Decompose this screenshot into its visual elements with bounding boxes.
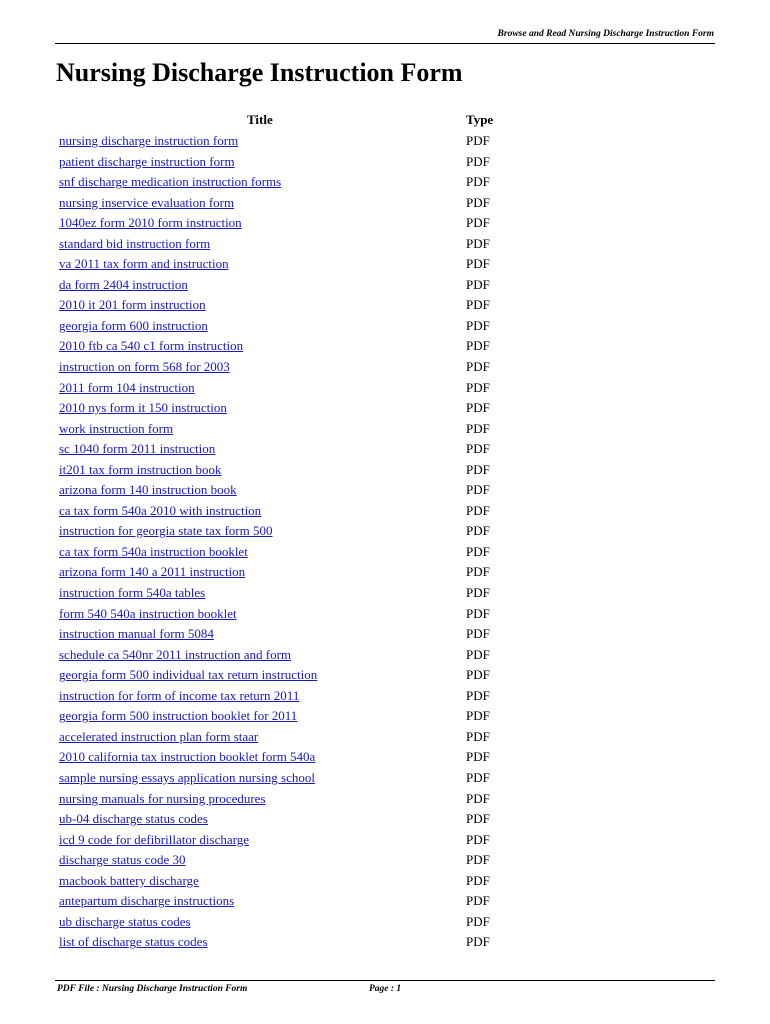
file-type-label: PDF [466,605,490,621]
file-type-label: PDF [466,585,490,601]
document-link[interactable]: ca tax form 540a 2010 with instruction [59,502,262,518]
document-link[interactable]: ub discharge status codes [59,913,191,929]
file-type-label: PDF [466,934,490,950]
document-link[interactable]: discharge status code 30 [59,852,186,868]
file-type-label: PDF [466,790,490,806]
file-type-label: PDF [466,174,490,190]
file-type-label: PDF [466,831,490,847]
table-row [0,686,770,707]
table-row [0,275,770,296]
document-link[interactable]: nursing discharge instruction form [59,133,239,148]
document-link[interactable]: instruction on form 568 for 2003 [59,359,230,375]
table-row [0,521,770,542]
file-type-label: PDF [466,667,490,683]
document-link[interactable]: 2010 nys form it 150 instruction [59,400,227,416]
document-link[interactable]: 1040ez form 2010 form instruction [59,215,242,231]
file-type-label: PDF [466,379,490,395]
table-row [0,624,770,645]
file-type-label: PDF [466,626,490,642]
table-row [0,398,770,419]
table-row [0,932,770,953]
table-row [0,747,770,768]
document-link[interactable]: 2011 form 104 instruction [59,379,195,395]
table-row [0,789,770,810]
table-row [0,336,770,357]
file-type-label: PDF [466,153,490,169]
document-link[interactable]: standard bid instruction form [59,235,211,251]
footer-file-label: PDF File : Nursing Discharge Instruction Form [57,984,248,994]
document-link[interactable]: antepartum discharge instructions [59,893,235,909]
document-link[interactable]: georgia form 600 instruction [59,317,208,333]
file-type-label: PDF [466,133,490,148]
document-link[interactable]: schedule ca 540nr 2011 instruction and form [59,646,292,662]
file-type-label: PDF [466,441,490,457]
document-link[interactable]: instruction for form of income tax return 2011 [59,687,300,703]
table-row [0,357,770,378]
table-row [0,460,770,481]
file-type-label: PDF [466,543,490,559]
file-type-label: PDF [466,235,490,251]
file-type-label: PDF [466,893,490,909]
document-link[interactable]: ca tax form 540a instruction booklet [59,543,248,559]
file-type-label: PDF [466,502,490,518]
file-type-label: PDF [466,482,490,498]
document-link[interactable]: instruction for georgia state tax form 500 [59,523,273,539]
table-row [0,809,770,830]
file-type-label: PDF [466,646,490,662]
file-type-label: PDF [466,687,490,703]
footer-divider [55,980,715,981]
file-type-label: PDF [466,769,490,785]
document-link[interactable]: nursing inservice evaluation form [59,194,235,210]
table-row [0,562,770,583]
document-link[interactable]: va 2011 tax form and instruction [59,256,229,272]
document-link[interactable]: arizona form 140 a 2011 instruction [59,564,246,580]
file-type-label: PDF [466,420,490,436]
table-row [0,871,770,892]
document-link[interactable]: 2010 it 201 form instruction [59,297,206,313]
column-header-type: Type [466,112,494,127]
table-row [0,912,770,933]
table-row [0,645,770,666]
document-link[interactable]: georgia form 500 instruction booklet for 2011 [59,708,298,724]
file-type-label: PDF [466,523,490,539]
footer-page-number: Page : 1 [369,984,402,994]
table-row [0,172,770,193]
document-link[interactable]: form 540 540a instruction booklet [59,605,237,621]
file-type-label: PDF [466,913,490,929]
column-header-title: Title [247,112,273,127]
table-row [0,830,770,851]
document-link[interactable]: nursing manuals for nursing procedures [59,790,266,806]
document-link[interactable]: patient discharge instruction form [59,153,235,169]
document-link[interactable]: ub-04 discharge status codes [59,811,208,827]
document-link[interactable]: icd 9 code for defibrillator discharge [59,831,249,847]
document-link[interactable]: instruction manual form 5084 [59,626,214,642]
table-row [0,439,770,460]
table-row [0,891,770,912]
table-row [0,234,770,255]
table-row [0,542,770,563]
table-row [0,706,770,727]
table-row [0,131,770,152]
table-row [0,768,770,789]
table-row [0,213,770,234]
document-link[interactable]: sample nursing essays application nursing school [59,769,315,785]
file-type-label: PDF [466,461,490,477]
file-type-label: PDF [466,564,490,580]
table-row [0,604,770,625]
document-link[interactable]: 2010 california tax instruction booklet form 540a [59,749,316,765]
file-type-label: PDF [466,359,490,375]
file-type-label: PDF [466,297,490,313]
document-link[interactable]: macbook battery discharge [59,872,199,888]
file-type-label: PDF [466,811,490,827]
file-type-label: PDF [466,194,490,210]
file-type-label: PDF [466,400,490,416]
table-row [0,254,770,275]
document-link[interactable]: 2010 ftb ca 540 c1 form instruction [59,338,244,354]
file-type-label: PDF [466,749,490,765]
file-type-label: PDF [466,256,490,272]
table-row [0,378,770,399]
document-link[interactable]: it201 tax form instruction book [59,461,222,477]
file-type-label: PDF [466,215,490,231]
table-row [0,583,770,604]
table-row [0,316,770,337]
table-row [0,295,770,316]
file-type-label: PDF [466,872,490,888]
table-row [0,480,770,501]
header-text: Browse and Read Nursing Discharge Instruction Form [497,29,714,39]
document-link[interactable]: instruction form 540a tables [59,585,206,601]
document-link[interactable]: arizona form 140 instruction book [59,482,237,498]
document-link[interactable]: snf discharge medication instruction forms [59,174,282,190]
table-row [0,152,770,173]
document-link[interactable]: sc 1040 form 2011 instruction [59,441,216,457]
document-link[interactable]: list of discharge status codes [59,934,208,950]
document-link[interactable]: accelerated instruction plan form staar [59,728,259,744]
document-link[interactable]: georgia form 500 individual tax return instruction [59,667,318,683]
file-type-label: PDF [466,338,490,354]
table-row [0,193,770,214]
table-row [0,501,770,522]
file-type-label: PDF [466,728,490,744]
page-title: Nursing Discharge Instruction Form [56,58,463,87]
file-type-label: PDF [466,317,490,333]
table-row [0,665,770,686]
file-type-label: PDF [466,708,490,724]
header-divider [55,43,715,44]
file-type-label: PDF [466,852,490,868]
table-row [0,419,770,440]
table-body [0,131,770,953]
document-link[interactable]: work instruction form [59,420,174,436]
document-link[interactable]: da form 2404 instruction [59,276,188,292]
file-type-label: PDF [466,276,490,292]
table-row [0,727,770,748]
table-row [0,850,770,871]
